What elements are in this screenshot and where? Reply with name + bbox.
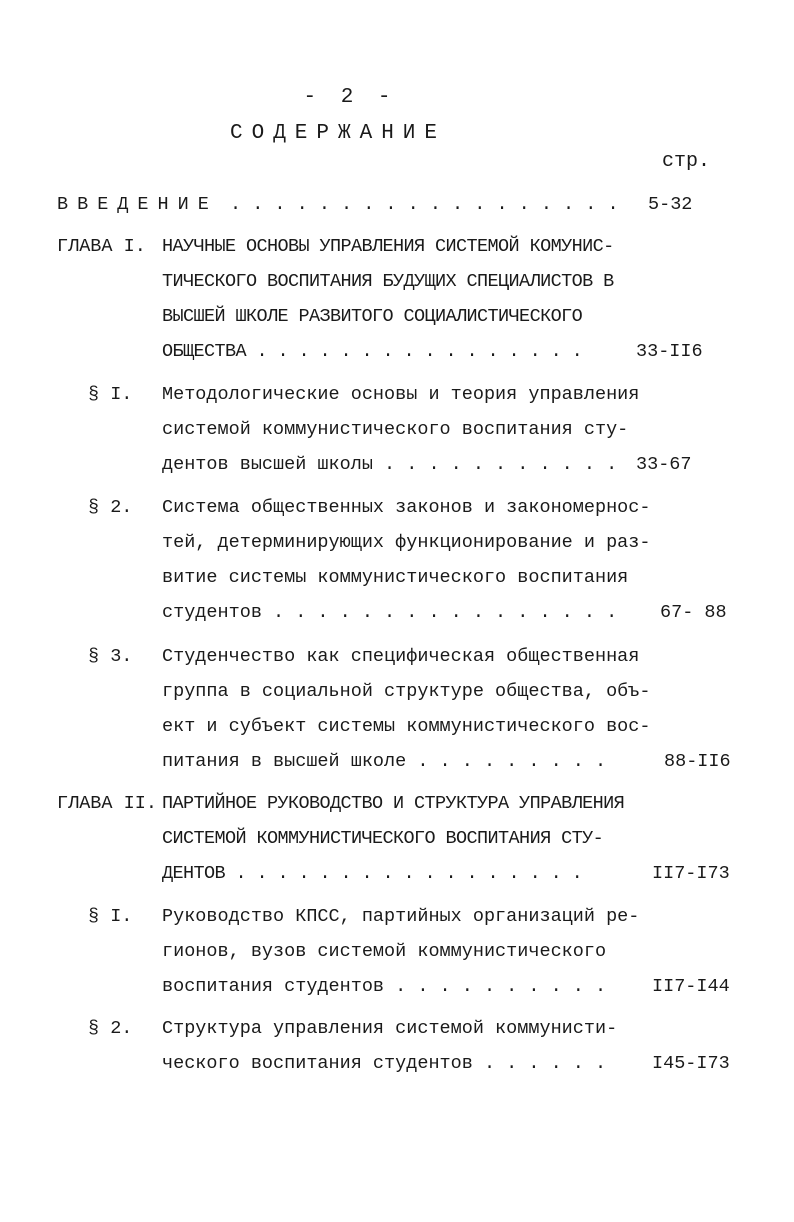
entry-line: тей, детерминирующих функционирование и раз-	[162, 532, 651, 553]
entry-label: ВВЕДЕНИЕ	[57, 194, 218, 215]
entry-line: Руководство КПСС, партийных организаций ре-	[162, 906, 640, 927]
entry-label: ГЛАВА I.	[57, 236, 146, 257]
entry-line: ческого воспитания студентов . . . . . .	[162, 1053, 607, 1074]
entry-line: Студенчество как специфическая общественная	[162, 646, 640, 667]
toc-entry-chapter-1	[0, 229, 794, 369]
toc-entry-ch1-section-2	[0, 490, 794, 630]
entry-text	[162, 639, 650, 779]
entry-line: дентов высшей школы . . . . . . . . . . .	[162, 454, 618, 475]
entry-pages: 33-67	[636, 454, 692, 475]
entry-pages: 5-32	[648, 194, 693, 215]
entry-pages: I45-I73	[652, 1053, 730, 1074]
page-column-label: стр.	[662, 150, 711, 173]
entry-line: ДЕНТОВ . . . . . . . . . . . . . . . . .	[162, 863, 583, 884]
toc-entry-chapter-2	[0, 786, 794, 891]
toc-entry-ch1-section-3	[0, 639, 794, 779]
entry-line: Методологические основы и теория управления	[162, 384, 640, 405]
entry-label: ГЛАВА II.	[57, 793, 157, 814]
entry-text	[162, 899, 639, 1004]
entry-line: Структура управления системой коммунисти-	[162, 1018, 618, 1039]
toc-entry-introduction	[0, 187, 794, 222]
entry-label: § 3.	[88, 646, 133, 667]
page-number: - 2 -	[303, 86, 397, 109]
toc-entry-ch2-section-1	[0, 899, 794, 1004]
entry-line: системой коммунистического воспитания сту-	[162, 419, 629, 440]
entry-pages: 67- 88	[660, 602, 727, 623]
toc-entry-ch1-section-1	[0, 377, 794, 482]
entry-text	[162, 786, 624, 891]
entry-line: воспитания студентов . . . . . . . . . .	[162, 976, 607, 997]
entry-text	[162, 490, 650, 630]
entry-line: группа в социальной структуре общества, объ-	[162, 681, 651, 702]
entry-pages: II7-I44	[652, 976, 730, 997]
entry-text	[162, 229, 614, 369]
entry-text	[230, 187, 619, 222]
toc-title: СОДЕРЖАНИЕ	[229, 122, 447, 145]
entry-line: витие системы коммунистического воспитания	[162, 567, 629, 588]
entry-line: ОБЩЕСТВА . . . . . . . . . . . . . . . .	[162, 341, 583, 362]
entry-line: СИСТЕМОЙ КОММУНИСТИЧЕСКОГО ВОСПИТАНИЯ СТУ-	[162, 828, 604, 849]
entry-pages: II7-I73	[652, 863, 730, 884]
toc-entry-ch2-section-2	[0, 1011, 794, 1081]
entry-pages: 33-II6	[636, 341, 703, 362]
entry-line: ВЫСШЕЙ ШКОЛЕ РАЗВИТОГО СОЦИАЛИСТИЧЕСКОГО	[162, 306, 583, 327]
entry-line: Система общественных законов и закономернос-	[162, 497, 651, 518]
entry-line: студентов . . . . . . . . . . . . . . . .	[162, 602, 618, 623]
entry-line: ТИЧЕСКОГО ВОСПИТАНИЯ БУДУЩИХ СПЕЦИАЛИСТОВ В	[162, 271, 614, 292]
entry-label: § 2.	[88, 1018, 133, 1039]
entry-line: питания в высшей школе . . . . . . . . .	[162, 751, 607, 772]
entry-text	[162, 377, 639, 482]
entry-line: ПАРТИЙНОЕ РУКОВОДСТВО И СТРУКТУРА УПРАВЛЕНИЯ	[162, 793, 625, 814]
entry-label: § I.	[88, 384, 133, 405]
entry-line: НАУЧНЫЕ ОСНОВЫ УПРАВЛЕНИЯ СИСТЕМОЙ КОМУНИС-	[162, 236, 614, 257]
entry-line: . . . . . . . . . . . . . . . . . .	[230, 194, 619, 215]
entry-line: ект и субъект системы коммунистического вос-	[162, 716, 651, 737]
entry-label: § 2.	[88, 497, 133, 518]
entry-label: § I.	[88, 906, 133, 927]
entry-line: гионов, вузов системой коммунистического	[162, 941, 607, 962]
entry-pages: 88-II6	[664, 751, 731, 772]
entry-text	[162, 1011, 617, 1081]
